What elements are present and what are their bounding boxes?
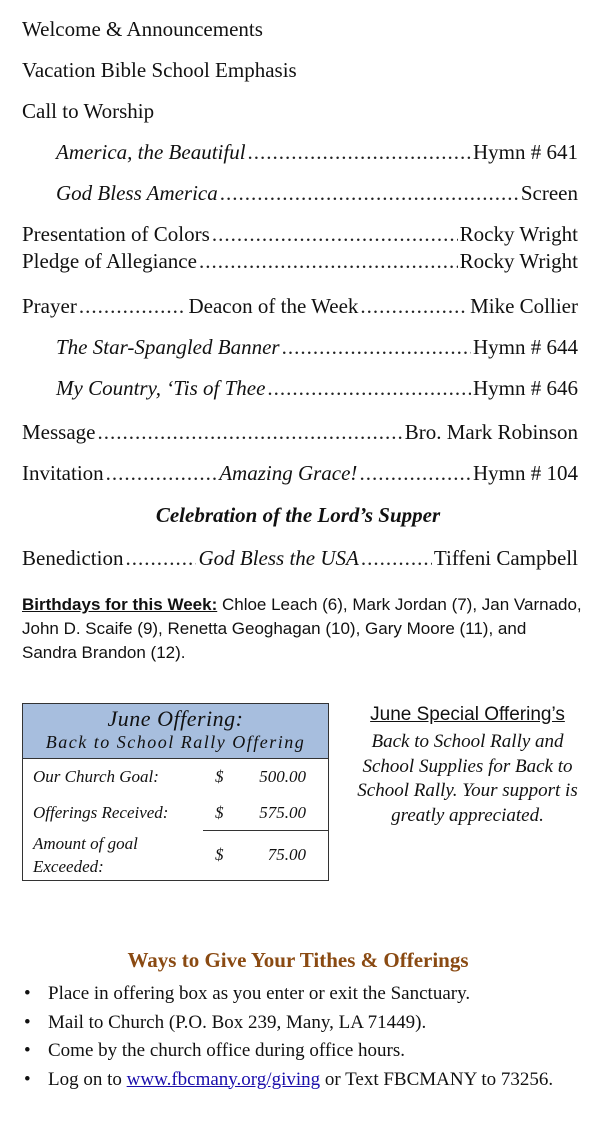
leader-dots [248, 140, 471, 165]
row-amount: 75.00 [267, 845, 306, 864]
item-right: Tiffeni Campbell [433, 546, 578, 570]
program-item [22, 546, 578, 571]
program-item [22, 249, 578, 274]
item-right: Hymn # 644 [473, 335, 578, 359]
leader-dots [125, 546, 196, 571]
leader-dots [220, 181, 519, 206]
item-right: Screen [520, 181, 578, 205]
item-right: Bro. Mark Robinson [404, 420, 578, 444]
row-amount: 575.00 [259, 803, 306, 822]
item-right: Rocky Wright [459, 222, 578, 246]
program-item [56, 181, 578, 206]
item-title: Prayer [22, 294, 77, 318]
item-right: Hymn # 646 [473, 376, 578, 400]
leader-dots [97, 420, 402, 445]
program-item [22, 294, 578, 319]
list-item: • Place in offering box as you enter or exit the Sanctuary. [22, 980, 587, 1009]
item-title: My Country, ‘Tis of Thee [56, 376, 266, 400]
item-title: God Bless America [56, 181, 218, 205]
item-title: Message [22, 420, 96, 444]
birthdays-label: Birthdays for this Week: [22, 595, 218, 614]
list-item-prefix: Log on to [48, 1068, 127, 1090]
program-item [22, 222, 578, 247]
item-title: Pledge of Allegiance [22, 249, 197, 273]
leader-dots [267, 376, 471, 401]
item-middle: Deacon of the Week [188, 294, 359, 318]
item-title: Presentation of Colors [22, 222, 210, 246]
special-offering-body: Back to School Rally and School Supplies for Back to School Rally. Your support is greatly appreciated. [357, 731, 578, 826]
program-line-welcome: Welcome & Announcements [22, 17, 263, 41]
offering-title: June Offering: [107, 706, 244, 731]
row-amount: 500.00 [259, 767, 306, 786]
offering-table-header [23, 704, 328, 759]
item-title: Invitation [22, 461, 104, 485]
row-label: Offerings Received: [33, 803, 169, 822]
leader-dots [360, 294, 468, 319]
list-item-suffix: or Text FBCMANY to 73256. [320, 1068, 554, 1090]
list-item [22, 1066, 587, 1095]
offering-table [22, 703, 329, 881]
item-right: Rocky Wright [459, 249, 578, 273]
item-title: America, the Beautiful [56, 140, 246, 164]
program-item [22, 461, 578, 486]
ways-heading: Ways to Give Your Tithes & Offerings [127, 948, 469, 972]
offering-subtitle: Back to School Rally Offering [45, 732, 306, 752]
item-right: Mike Collier [470, 294, 578, 318]
item-right: Hymn # 641 [473, 140, 578, 164]
program-item [56, 335, 578, 360]
item-middle: God Bless the USA [198, 546, 359, 570]
supper-heading: Celebration of the Lord’s Supper [155, 503, 441, 527]
item-right: Hymn # 104 [472, 461, 578, 485]
list-item: • Mail to Church (P.O. Box 239, Many, LA 71449). [22, 1009, 587, 1038]
giving-link[interactable]: www.fbcmany.org/giving [126, 1068, 321, 1090]
special-offering-heading: June Special Offering’s [370, 704, 565, 725]
item-title: Benediction [22, 546, 124, 570]
program-line-call: Call to Worship [22, 99, 155, 123]
birthdays-paragraph [22, 593, 582, 665]
row-currency: $ [215, 803, 224, 822]
item-middle: Amazing Grace! [219, 461, 358, 485]
leader-dots [359, 461, 471, 486]
program-item [56, 140, 578, 165]
divider [203, 830, 328, 831]
row-label: Our Church Goal: [33, 767, 159, 786]
leader-dots [199, 249, 458, 274]
row-label: Amount of goal Exceeded: [33, 834, 138, 876]
special-offering-box [345, 704, 590, 828]
ways-list [22, 980, 587, 1094]
program-item [22, 420, 578, 445]
birthdays-text: Chloe Leach (6), Mark Jordan (7), Jan Varnado, John D. Scaife (9), Renetta Geoghagan (10), Gary Moore (11), and Sandra Brandon (12). [22, 595, 582, 662]
leader-dots [212, 222, 458, 247]
row-currency: $ [215, 767, 224, 786]
row-currency: $ [215, 845, 224, 864]
program-item [56, 376, 578, 401]
list-item: • Come by the church office during office hours. [22, 1037, 587, 1066]
leader-dots [361, 546, 432, 571]
program-line-vbs: Vacation Bible School Emphasis [22, 58, 297, 82]
item-title: The Star-Spangled Banner [56, 335, 280, 359]
leader-dots [106, 461, 218, 486]
leader-dots [79, 294, 187, 319]
leader-dots [282, 335, 471, 360]
